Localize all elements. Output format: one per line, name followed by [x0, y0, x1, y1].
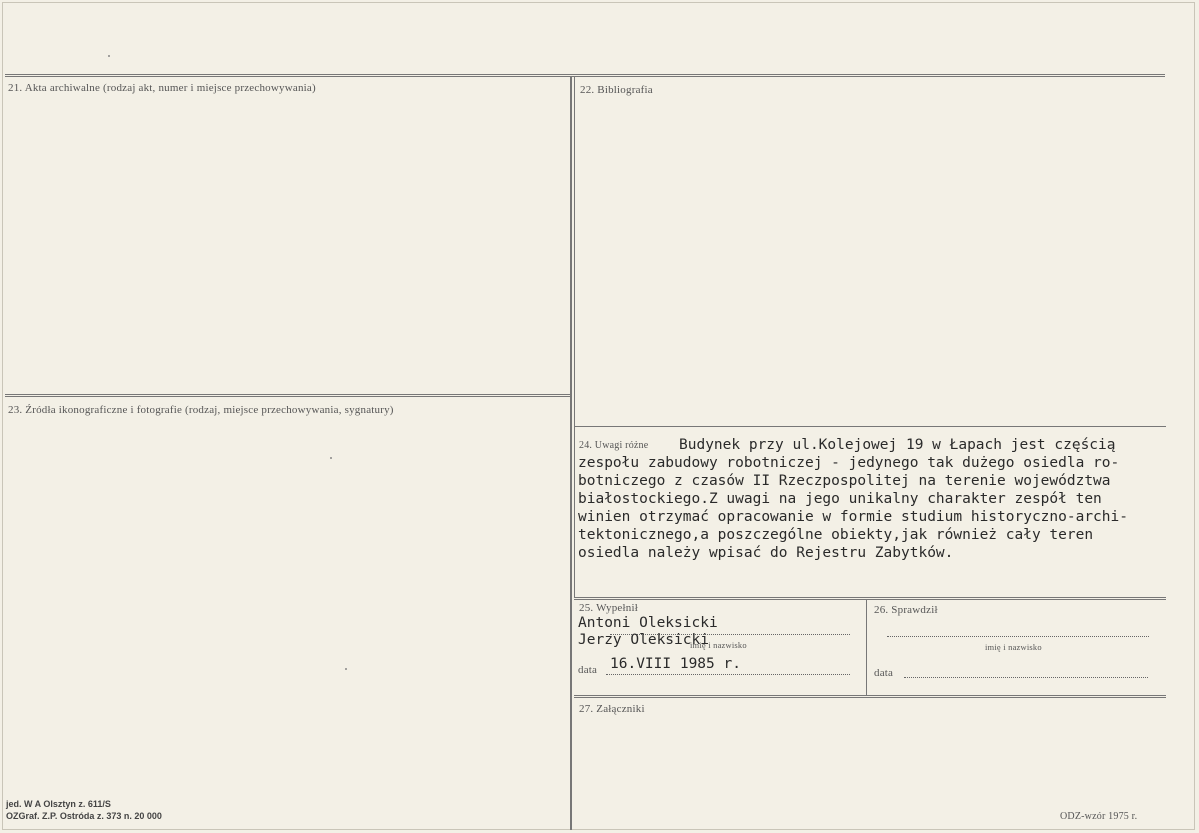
center-divider-inner: [574, 77, 575, 597]
ink-speck: [108, 55, 110, 57]
filled-by-name-2: Jerzy Oleksicki: [578, 632, 709, 648]
divider-25-26: [866, 600, 867, 696]
filled-by-name-1: Antoni Oleksicki: [578, 615, 718, 631]
filled-date-value: 16.VIII 1985 r.: [610, 656, 741, 672]
rule-25-27: [574, 695, 1166, 698]
note-line-7: osiedla należy wpisać do Rejestru Zabytków.: [578, 545, 954, 561]
field-24-label: 24. Uwagi różne: [579, 440, 649, 451]
field-26-label: 26. Sprawdził: [874, 604, 938, 616]
field-22-label: 22. Bibliografia: [580, 84, 653, 96]
rule-21-23: [5, 394, 571, 397]
form-identifier: ODZ-wzór 1975 r.: [1060, 811, 1138, 822]
field-21-label: 21. Akta archiwalne (rodzaj akt, numer i miejsce przechowywania): [8, 82, 316, 94]
note-line-3: botniczego z czasów II Rzeczpospolitej na terenie województwa: [578, 473, 1111, 489]
field-25-label: 25. Wypełnił: [579, 602, 638, 614]
checked-name-dotline: [887, 636, 1149, 637]
footer-print-info-2: OZGraf. Z.P. Ostróda z. 373 n. 20 000: [6, 811, 162, 821]
note-line-4: białostockiego.Z uwagi na jego unikalny charakter zespół ten: [578, 491, 1102, 507]
ink-speck: [330, 457, 332, 459]
footer-print-info-1: jed. W A Olsztyn z. 611/S: [6, 799, 111, 809]
filled-date-label: data: [578, 664, 598, 676]
ink-speck: [345, 668, 347, 670]
note-line-2: zespołu zabudowy robotniczej - jedynego tak dużego osiedla ro-: [578, 455, 1120, 471]
center-divider: [570, 77, 572, 830]
filled-by-caption: imię i nazwisko: [690, 640, 747, 650]
checked-date-label: data: [874, 667, 894, 679]
rule-24-25: [574, 597, 1166, 600]
checked-caption: imię i nazwisko: [985, 642, 1042, 652]
top-rule: [5, 74, 1165, 77]
field-23-label: 23. Źródła ikonograficzne i fotografie (rodzaj, miejsce przechowywania, sygnatury): [8, 404, 394, 416]
field-27-label: 27. Załączniki: [579, 703, 645, 715]
rule-22-24: [574, 426, 1166, 427]
note-line-5: winien otrzymać opracowanie w formie studium historyczno-archi-: [578, 509, 1128, 525]
checked-date-dotline: [904, 677, 1148, 678]
filled-date-dotline: [606, 674, 850, 675]
note-line-6: tektonicznego,a poszczególne obiekty,jak również cały teren: [578, 527, 1094, 543]
note-line-1: Budynek przy ul.Kolejowej 19 w Łapach jest częścią: [679, 437, 1116, 453]
